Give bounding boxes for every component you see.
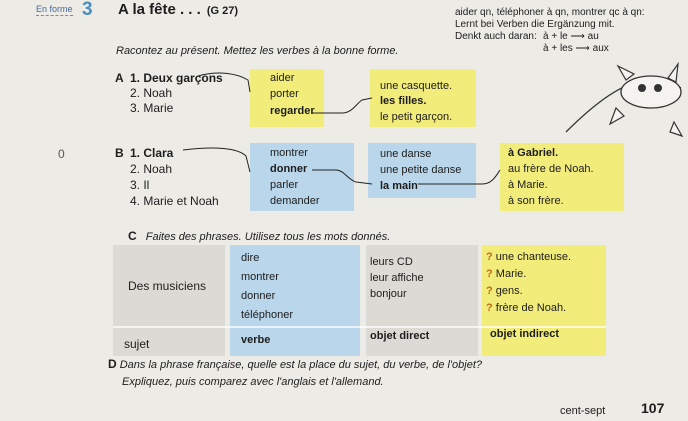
section-c-indirect-4-text: frère de Noah. xyxy=(495,302,567,314)
section-b-indirect-2: au frère de Noah. xyxy=(508,163,594,175)
section-b-indirect-1: à Gabriel. xyxy=(508,147,559,159)
section-c-instruction xyxy=(128,229,390,243)
section-d-label: D xyxy=(108,357,117,371)
section-b-indirect-4: à son frère. xyxy=(508,195,564,207)
section-b-verb-1: montrer xyxy=(270,147,308,159)
section-c-indirect-1 xyxy=(486,251,571,263)
section-a-subject-1: 1. Deux garçons xyxy=(130,71,223,85)
section-c-indirect-2-text: Marie. xyxy=(495,268,527,280)
section-c-label-subject: sujet xyxy=(124,337,150,351)
section-b-label: B xyxy=(115,146,124,160)
section-b-subject-2: 2. Noah xyxy=(130,162,173,176)
section-b-indirect-3: à Marie. xyxy=(508,179,548,191)
section-c-verb-3: donner xyxy=(241,290,276,302)
section-b-verb-4: demander xyxy=(270,195,320,207)
section-b-direct-2: une petite danse xyxy=(380,164,462,176)
section-c-direct-3: bonjour xyxy=(370,288,407,300)
section-d-instruction xyxy=(108,356,482,391)
section-b-subject-1: 1. Clara xyxy=(130,146,174,160)
section-c-indirect-4 xyxy=(486,302,566,314)
section-c-subject: Des musiciens xyxy=(128,279,207,293)
question-mark: ? xyxy=(486,251,493,263)
section-a-label: A xyxy=(115,71,124,85)
section-b-subject-4: 4. Marie et Noah xyxy=(130,194,219,208)
section-c-indirect-1-text: une chanteuse. xyxy=(495,251,572,263)
section-c-verb-2: montrer xyxy=(241,271,279,283)
section-a-instruction: Racontez au présent. Mettez les verbes à la bonne forme. xyxy=(116,45,399,57)
section-d-line-2: Expliquez, puis comparez avec l'anglais et l'allemand. xyxy=(122,376,384,388)
section-c-label-verb: verbe xyxy=(241,334,271,346)
rule-aux: à + les ⟶ aux xyxy=(543,43,609,54)
exercise-number: 3 xyxy=(82,0,93,20)
section-c-direct-2: leur affiche xyxy=(370,272,424,284)
question-mark: ? xyxy=(486,268,493,280)
section-a-object-3: le petit garçon. xyxy=(380,111,453,123)
section-a-object-2: les filles. xyxy=(380,95,427,107)
section-c-label-indirect: objet indirect xyxy=(490,328,560,340)
section-c-direct-1: leurs CD xyxy=(370,256,413,268)
section-d-line-1-text: Dans la phrase française, quelle est la place du sujet, du verbe, de l'objet? xyxy=(119,359,483,371)
grammar-line-2: Lernt bei Verben die Ergänzung mit. xyxy=(455,19,615,30)
rule-au: à + le ⟶ au xyxy=(543,31,599,42)
section-b-direct-1: une danse xyxy=(380,148,432,160)
grammar-line-1: aider qn, téléphoner à qn, montrer qc à qn: xyxy=(455,7,645,18)
section-c-label-direct: objet direct xyxy=(370,330,430,342)
section-c-indirect-2 xyxy=(486,268,526,280)
section-c-verb-1: dire xyxy=(241,252,260,264)
section-tag: En forme xyxy=(36,4,73,14)
section-a-verb-2: porter xyxy=(270,88,299,100)
section-a-verb-3: regarder xyxy=(270,105,315,117)
question-mark: ? xyxy=(486,285,493,297)
section-b-verb-2: donner xyxy=(270,163,308,175)
section-a-subject-3: 3. Marie xyxy=(130,101,174,115)
section-a-verb-1: aider xyxy=(270,72,295,84)
section-b-direct-3: la main xyxy=(380,180,418,192)
section-c-label: C xyxy=(128,229,137,243)
section-b-verb-3: parler xyxy=(270,179,299,191)
section-a-subject-2: 2. Noah xyxy=(130,86,173,100)
question-mark: ? xyxy=(486,302,493,314)
page-word: cent-sept xyxy=(560,405,606,417)
section-d-line-1 xyxy=(108,356,482,374)
section-c-instruction-text: Faites des phrases. Utilisez tous les mots donnés. xyxy=(145,231,391,243)
exercise-title-text: A la fête . . . xyxy=(118,1,201,18)
grammar-reference: (G 27) xyxy=(206,5,238,17)
section-b-subject-3: 3. Il xyxy=(130,178,150,192)
section-c-indirect-3 xyxy=(486,285,523,297)
section-a-object-1: une casquette. xyxy=(380,80,453,92)
margin-mark: 0 xyxy=(58,147,65,161)
grammar-line-3: Denkt auch daran: xyxy=(455,31,537,42)
page-number: 107 xyxy=(641,400,665,416)
section-c-indirect-3-text: gens. xyxy=(495,285,523,297)
section-c-verb-4: téléphoner xyxy=(241,309,293,321)
